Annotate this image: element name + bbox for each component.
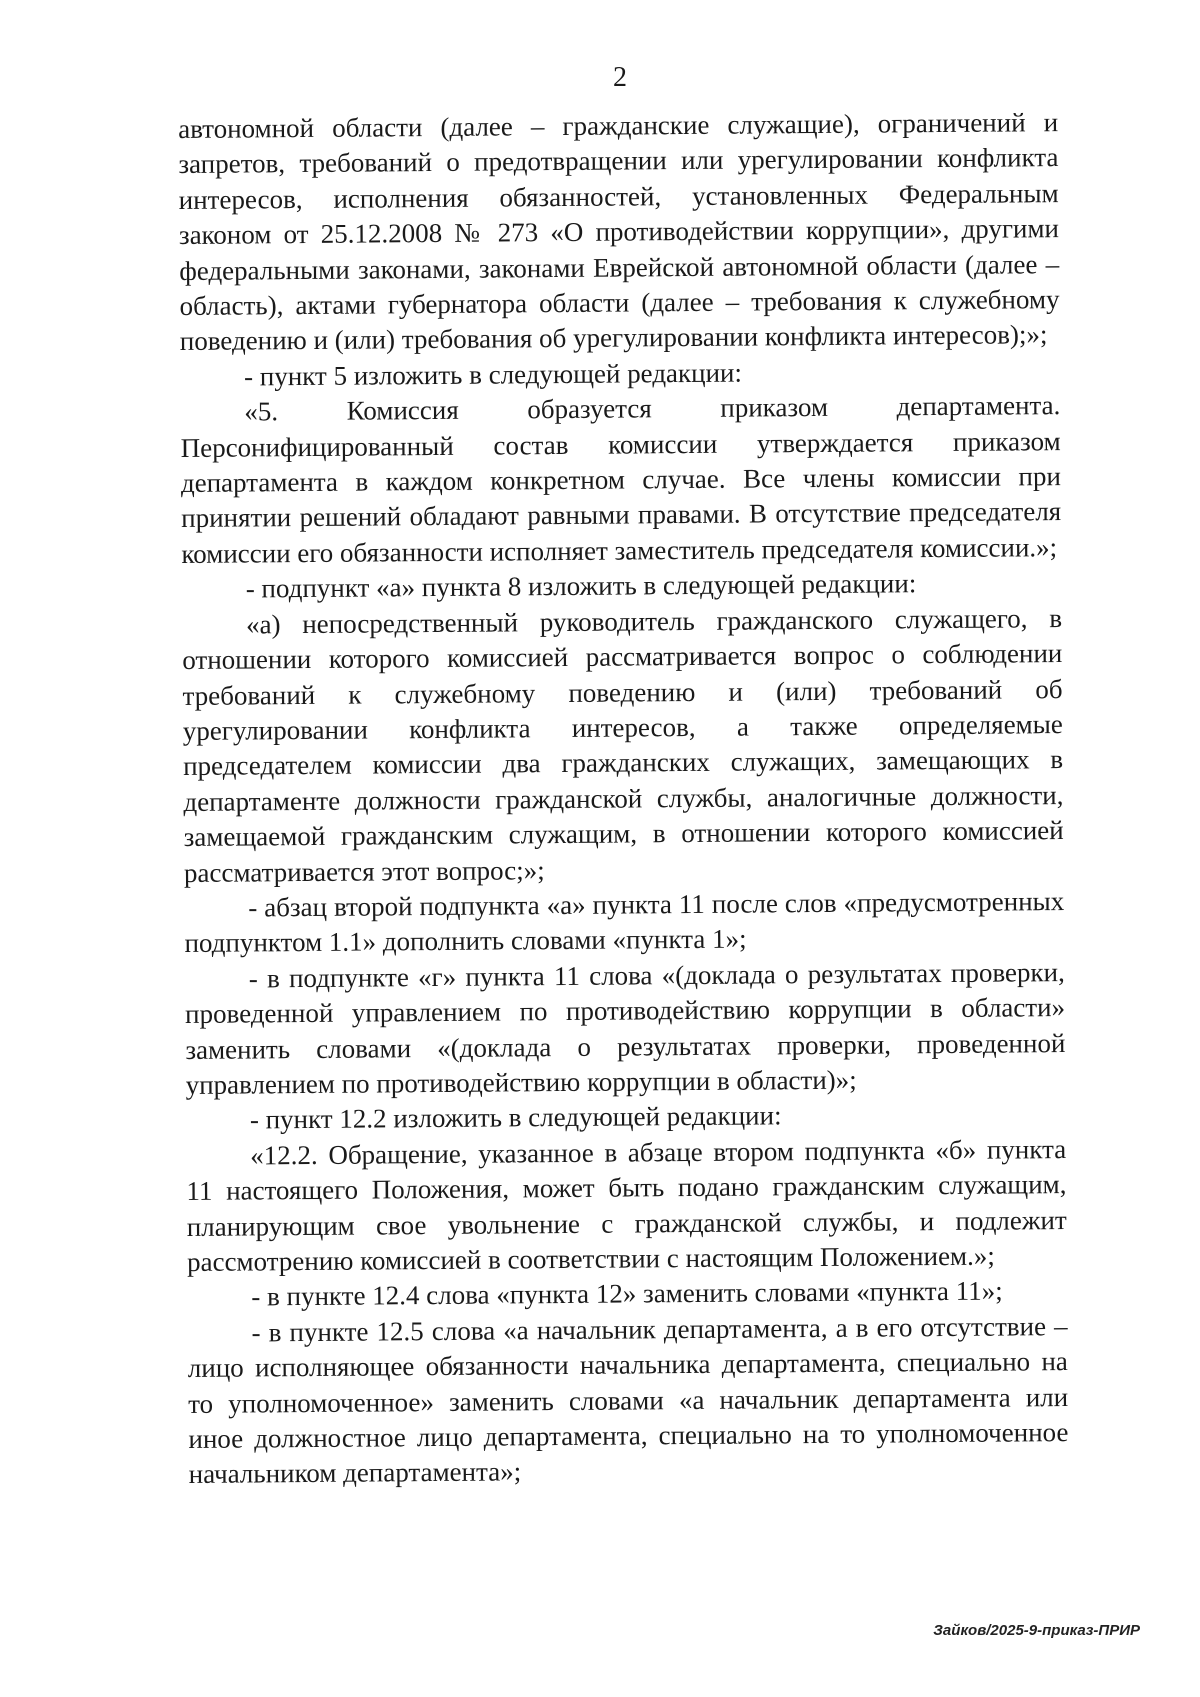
- paragraph-item-5-instruction: - пункт 5 изложить в следующей редакции:: [243, 357, 743, 392]
- paragraph-item-8a-text: «а) непосредственный руководитель гражданского служащего, в отношении которого комиссией рассматривается вопрос о соблюдении требований к служебному поведению и (или) требований об урегулировании конфликта интересов, а также определяемые председателем комиссии два гражданских служащих, замещающих в департаменте должности гражданской службы, аналогичные должности, замещаемой гражданским служащим, в отношении которого комиссией рассматривается этот вопрос;»;: [182, 602, 1064, 888]
- footer-document-code: Зайков/2025-9-приказ-ПРИР: [933, 1622, 1140, 1639]
- paragraph-item-12-2-text: «12.2. Обращение, указанное в абзаце втором подпункта «б» пункта 11 настоящего Положения, может быть подано гражданским служащим, планирующим свое увольнение с гражданской службы, и подлежит рассмотрению комиссией в соответствии с настоящим Положением.»;: [186, 1133, 1067, 1277]
- paragraph-item-11a-amendment: - абзац второй подпункта «а» пункта 11 после слов «предусмотренных подпунктом 1.1» дополнить словами «пункта 1»;: [184, 886, 1065, 959]
- paragraph-item-12-2-instruction: - пункт 12.2 изложить в следующей редакции:: [249, 1100, 782, 1135]
- paragraph-continuation: автономной области (далее – гражданские служащие), ограничений и запретов, требований о предотвращении или урегулировании конфликта интересов, исполнения обязанностей, установленных Федеральным законом от 25.12.2008 № 273 «О противодействии коррупции», другими федеральными законами, законами Еврейской автономной области (далее – область), актами губернатора области (далее – требования к служебному поведению и (или) требования об урегулировании конфликта интересов);»;: [178, 107, 1060, 357]
- paragraph-item-8a-instruction: - подпункт «а» пункта 8 изложить в следующей редакции:: [245, 568, 917, 604]
- paragraph-item-12-4-amendment: - в пункте 12.4 слова «пункта 12» заменить словами «пункта 11»;: [251, 1275, 1003, 1312]
- paragraph-item-12-5-amendment: - в пункте 12.5 слова «а начальник департамента, а в его отсутствие – лицо исполняющее обязанности начальника департамента, специально на то уполномоченное» заменить словами «а начальник департамента или иное должностное лицо департамента, специально на то уполномоченное начальником департамента»;: [187, 1310, 1069, 1490]
- document-body: [178, 105, 1069, 1493]
- paragraph-item-11g-amendment: - в подпункте «г» пункта 11 слова «(доклада о результатах проверки, проведенной управлением по противодействию коррупции в области» заменить словами «(доклада о результатах проверки, проведенной управлением по противодействию коррупции в области)»;: [184, 956, 1066, 1100]
- paragraph-item-5-text: «5. Комиссия образуется приказом департамента. Персонифицированный состав комиссии утверждается приказом департамента в каждом конкретном случае. Все члены комиссии при принятии решений обладают равными правами. В отсутствие председателя комиссии его обязанности исполняет заместитель председателя комиссии.»;: [180, 390, 1062, 569]
- page-number: 2: [613, 62, 627, 93]
